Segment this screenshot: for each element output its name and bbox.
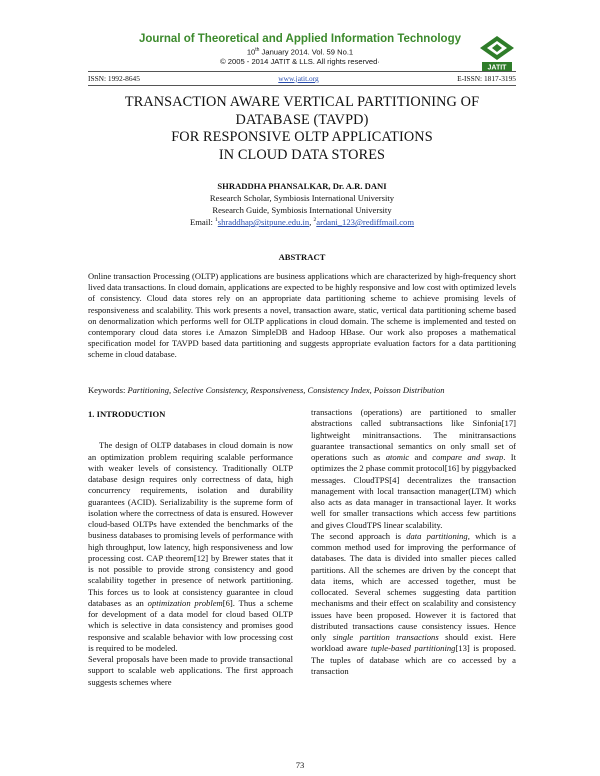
- issn: ISSN: 1992-8645: [88, 74, 140, 83]
- left-column: [88, 409, 293, 688]
- keywords-label: Keywords:: [88, 385, 128, 395]
- email2-sup: 2: [313, 217, 317, 224]
- email-2-link[interactable]: ardani_123@rediffmail.com: [316, 217, 415, 227]
- authors: SHRADDHA PHANSALKAR, Dr. A.R. DANI: [217, 181, 387, 191]
- right-paragraph-1: transactions (operations) are partitioned to smaller abstractions called subtransactions like Sinfonia[17] lightweight minitransactions. The minitransactions guarantee transactional semantics on only small set of operations such as atomic and compare and swap. It optimizes the 2 phase commit protocol[16] by piggybacked messages. CloudTPS[4] decentralizes the transaction management with local transaction manager(LTM) which also acts as data manager in transactional layer. It works well for smaller transactions which access few partitions and gives CloudTPS linear scalability.: [311, 407, 517, 530]
- keywords-list: Partitioning, Selective Consistency, Responsiveness, Consistency Index, Poisson Distribution: [127, 385, 445, 395]
- email-label: Email:: [189, 217, 216, 227]
- journal-url-link[interactable]: www.jatit.org: [278, 74, 319, 83]
- issue-day-suffix: th: [255, 47, 260, 53]
- right-column: [311, 407, 516, 677]
- keywords: [88, 385, 516, 395]
- header-rule-top: [88, 71, 516, 72]
- jatit-logo-icon: [476, 34, 518, 74]
- page-number: 73: [295, 760, 305, 770]
- paper-title: [88, 94, 516, 164]
- left-paragraph-1: The design of OLTP databases in cloud domain is now an optimization problem requiring scalable performance with weaker levels of consistency. Traditionally OLTP database design requires only correctness of data, high concurrency requirements, isolation and durability guarantees (ACID). Serializability is the supreme form of isolation where the correctness of data is ensured. However cloud-based OLTPs have extended the benchmarks of the business databases to promising levels of performance with high throughput, low latency, high responsiveness and low processing cost. CAP theorem[12] by Brewer states that it is not possible to provide strong consistency and good scalability together in presence of network partitioning. This forces us to look at consistency guarantee in cloud databases as an optimization problem[6]. Thus a scheme for development of a data model for cloud based OLTP which is selective in data consistency and promises good responsive and scalable behavior with low processing cost is required to be modeled.: [88, 440, 293, 653]
- header-rule-bottom: [88, 85, 516, 86]
- title-line-3: FOR RESPONSIVE OLTP APPLICATIONS: [171, 129, 433, 145]
- title-line-1: TRANSACTION AWARE VERTICAL PARTITIONING OF: [124, 94, 480, 110]
- abstract-text: Online transaction Processing (OLTP) applications are business applications which are characterized by high-frequency short lived data transactions. In cloud domain, applications are expected to be highly responsive and low cost with optimized levels of consistency. Cloud data stores rely on an appropriate data partitioning scheme to achieve promising levels of responsiveness and scalability. This work presents a novel, transaction aware, static, vertical data partitioning scheme based on denormalization which performs well for OLTP applications in cloud domain. The scheme is implemented and tested on contemporary cloud data stores i.e Amazon SimpleDB and Hadoop HBase. Our work also proposes a mathematical specification model for TAVPD based data partitioning and suggests appropriate evaluation factors for a data partitioning scheme in cloud database.: [88, 271, 516, 360]
- issn-row: [88, 74, 516, 83]
- issue-text: January 2014. Vol. 59 No.1: [259, 47, 354, 57]
- journal-title: Journal of Theoretical and Applied Information Technology: [138, 33, 462, 45]
- email1-sup: 1: [215, 217, 218, 224]
- logo-text: JATIT: [487, 64, 507, 72]
- affiliation-1: Research Scholar, Symbiosis International University: [209, 193, 395, 203]
- section-heading: 1. INTRODUCTION: [88, 409, 166, 419]
- email-separator: ,: [309, 217, 314, 227]
- abstract-heading: ABSTRACT: [278, 252, 326, 262]
- email-line: [88, 217, 516, 227]
- email-1-link[interactable]: shraddhap@sitpune.edu.in: [217, 217, 310, 227]
- eissn: E-ISSN: 1817-3195: [457, 74, 516, 83]
- title-line-4: IN CLOUD DATA STORES: [218, 146, 386, 163]
- left-paragraph-2: Several proposals have been made to provide transactional support to scalable web applications. The first approach suggests schemes where: [88, 654, 293, 687]
- right-paragraph-2: The second approach is data partitioning, which is a common method used for improving the performance of databases. The data is divided into smaller pieces called partitions. All the schemes are driven by the concept that data items, which are accessed together, must be collocated. Several schemes suggesting data partition mechanisms and their effect on scalability and consistency issues have been proposed. However it is factored that distributed transactions cause consistency issues. Hence only single partition transactions should exist. Here workload aware tuple-based partitioning[13] is proposed. The tuples of database which are co accessed by a transaction: [311, 530, 517, 676]
- issue-day: 10: [246, 47, 256, 57]
- title-line-2: DATABASE (TAVPD): [235, 111, 369, 128]
- copyright-line: © 2005 - 2014 JATIT & LLS. All rights reserved·: [220, 57, 380, 66]
- affiliation-2: Research Guide, Symbiosis International University: [212, 205, 392, 215]
